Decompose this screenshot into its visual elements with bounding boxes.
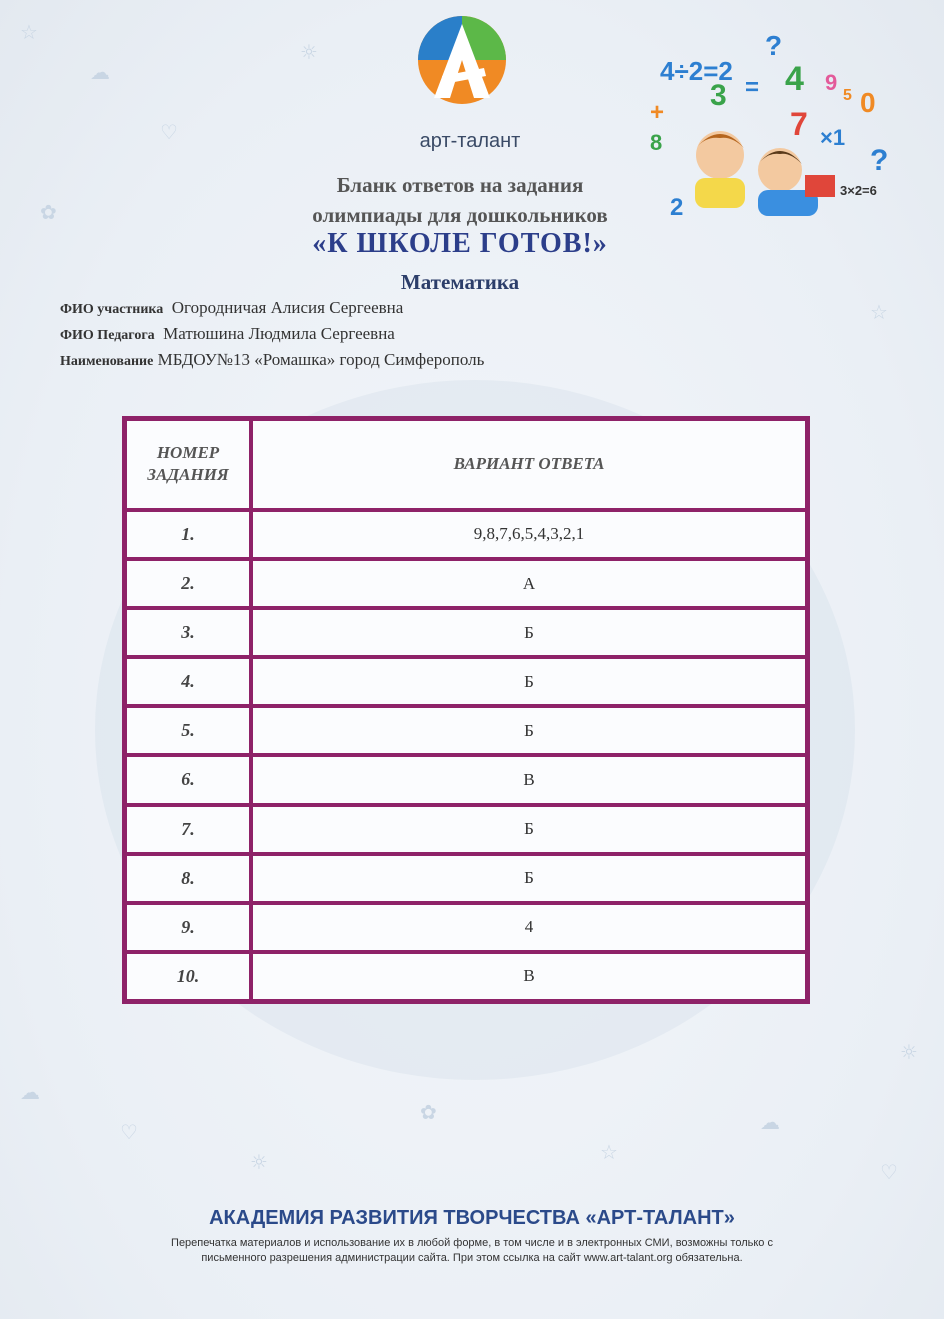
table-row — [125, 952, 807, 1001]
answer-cell: Б — [251, 805, 807, 854]
cloud-doodle-icon: ☁ — [760, 1110, 780, 1134]
flower-doodle-icon: ✿ — [40, 200, 57, 224]
task-number: 2. — [125, 559, 251, 608]
table-row — [125, 903, 807, 952]
table-row — [125, 805, 807, 854]
heart-doodle-icon: ♡ — [880, 1160, 898, 1184]
form-title-line1: Бланк ответов на задания — [336, 173, 584, 197]
math-glyph: 8 — [650, 130, 663, 155]
sun-doodle-icon: ☼ — [300, 40, 318, 64]
answer-cell: 4 — [251, 903, 807, 952]
task-number: 1. — [125, 510, 251, 559]
table-row — [125, 608, 807, 657]
participant-label: ФИО участника — [60, 302, 164, 317]
form-title-line2: олимпиады для дошкольников — [312, 203, 608, 227]
heart-doodle-icon: ♡ — [120, 1120, 138, 1144]
answer-cell: Б — [251, 657, 807, 706]
table-header-row — [125, 419, 807, 510]
answer-cell: Б — [251, 706, 807, 755]
logo-text: арт-талант — [419, 130, 521, 152]
math-glyph: 9 — [825, 70, 838, 95]
math-glyph: 4 — [785, 60, 804, 98]
teacher-label: ФИО Педагога — [60, 328, 155, 343]
footer-title: АКАДЕМИЯ РАЗВИТИЯ ТВОРЧЕСТВА «АРТ-ТАЛАНТ» — [209, 1207, 735, 1229]
teacher-value: Матюшина Людмила Сергеевна — [163, 324, 395, 343]
participant-value: Огородничая Алисия Сергеевна — [171, 298, 404, 317]
cloud-doodle-icon: ☁ — [20, 1080, 40, 1104]
organization-line — [60, 350, 484, 370]
answer-cell: В — [251, 952, 807, 1001]
cloud-doodle-icon: ☁ — [90, 60, 110, 84]
task-number: 3. — [125, 608, 251, 657]
subject-title: Математика — [400, 270, 520, 294]
organization-value: МБДОУ№13 «Ромашка» город Симферополь — [157, 350, 485, 369]
table-row — [125, 854, 807, 903]
task-number-header-line2: ЗАДАНИЯ — [147, 465, 229, 485]
table-row — [125, 657, 807, 706]
heart-doodle-icon: ♡ — [160, 120, 178, 144]
footer-note-line2: письменного разрешения администрации сайта. При этом ссылка на сайт www.art-talant.org обязательна. — [201, 1252, 743, 1264]
math-glyph: ? — [765, 30, 783, 61]
math-glyph: 2 — [670, 194, 684, 221]
answer-cell: Б — [251, 854, 807, 903]
task-number: 5. — [125, 706, 251, 755]
organization-label: Наименование — [60, 354, 154, 369]
table-row — [125, 510, 807, 559]
star-doodle-icon: ☆ — [870, 300, 888, 324]
participant-line — [60, 298, 403, 318]
olympiad-name: «К ШКОЛЕ ГОТОВ!» — [312, 228, 608, 259]
answers-table — [122, 416, 810, 1004]
math-glyph: ? — [870, 144, 889, 177]
sun-doodle-icon: ☼ — [900, 1040, 918, 1064]
math-glyph: = — [745, 74, 760, 101]
table-row — [125, 559, 807, 608]
star-doodle-icon: ☆ — [600, 1140, 618, 1164]
math-glyph: 3 — [710, 79, 727, 112]
task-number: 8. — [125, 854, 251, 903]
teacher-line — [60, 324, 395, 344]
answer-cell: 9,8,7,6,5,4,3,2,1 — [251, 510, 807, 559]
sun-doodle-icon: ☼ — [250, 1150, 268, 1174]
task-number: 4. — [125, 657, 251, 706]
task-number: 10. — [125, 952, 251, 1001]
math-glyph: 0 — [860, 87, 876, 118]
answer-cell: В — [251, 755, 807, 804]
table-row — [125, 755, 807, 804]
answer-cell: Б — [251, 608, 807, 657]
kid-face-shape — [758, 148, 802, 192]
task-number-header — [125, 419, 251, 510]
math-glyph: 7 — [790, 106, 808, 142]
math-glyph: 5 — [843, 87, 852, 104]
answer-header: ВАРИАНТ ОТВЕТА — [251, 419, 807, 510]
star-doodle-icon: ☆ — [20, 20, 38, 44]
answer-cell: А — [251, 559, 807, 608]
math-glyph: 3×2=6 — [840, 183, 877, 198]
task-number-header-line1: НОМЕР — [156, 443, 220, 463]
table-row — [125, 706, 807, 755]
form-title — [240, 170, 680, 230]
task-number: 6. — [125, 755, 251, 804]
flower-doodle-icon: ✿ — [420, 1100, 437, 1124]
math-glyph: 4÷2=2 — [660, 56, 733, 86]
task-number: 7. — [125, 805, 251, 854]
kid-face-shape — [696, 131, 744, 179]
footer-note-line1: Перепечатка материалов и использование их в любой форме, в том числе и в электронных СМИ, возможны только с — [171, 1237, 773, 1249]
math-kids-illustration-icon — [640, 30, 910, 230]
art-talant-logo-icon — [412, 10, 512, 120]
task-number: 9. — [125, 903, 251, 952]
math-glyph: + — [650, 99, 665, 126]
footer-note — [90, 1236, 854, 1266]
math-glyph: ×1 — [820, 125, 846, 150]
